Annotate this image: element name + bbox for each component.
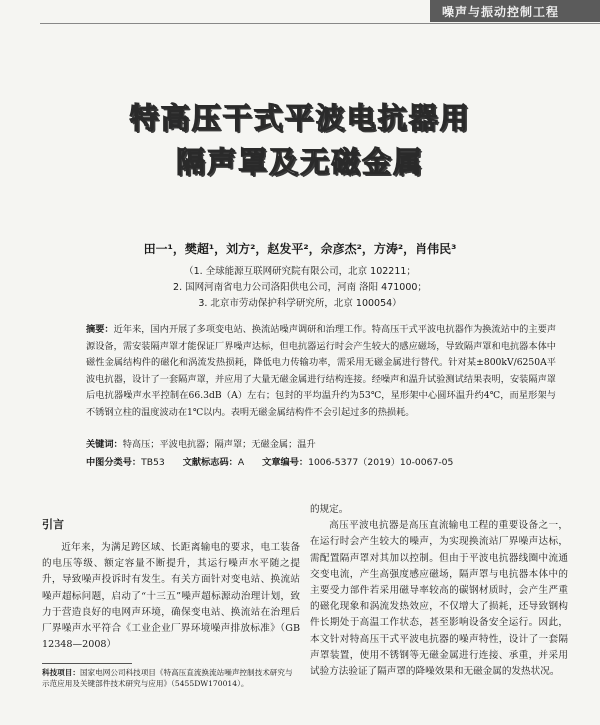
authors: 田一¹，樊超¹，刘方²，赵发平²，佘彦杰²，方涛²，肖伟民³ <box>143 242 457 256</box>
right-paragraph: 高压平波电抗器是高压直流输电工程的重要设备之一，在运行时会产生较大的噪声，为实现换流站厂界噪声达标，需配置隔声罩对其加以控制。但由于平波电抗器线圈中流通交变电流，产生高强度感应磁场，隔声罩与电抗器本体中的主要受力部件若采用磁导率较高的碳钢材质时，会产生严重的磁化现象和涡流发热效应，不仅增大了损耗，还导致钢构件长期处于高温工作状态，甚至影响设备安全运行。因此，本文针对特高压干式平波电抗器的噪声特性，设计了一套隔声罩装置，使用不锈钢等无磁金属进行连接、承重，并采用试验方法验证了隔声罩的降噪效果和无磁金属的发热状况。 <box>310 520 568 678</box>
article-id-label: 文章编号： <box>262 457 309 468</box>
footnote <box>42 667 300 689</box>
keywords-label: 关键词： <box>86 439 123 450</box>
keywords-text: 特高压；平波电抗器；隔声罩；无磁金属；温升 <box>122 439 316 450</box>
right-paragraph-continuation: 的规定。 <box>310 504 349 515</box>
title-line-2: 隔声罩及无磁金属 <box>175 145 424 179</box>
abstract <box>86 322 556 421</box>
abstract-label: 摘要： <box>86 324 114 335</box>
footnote-label: 科技项目： <box>42 668 80 677</box>
footnote-rule <box>42 663 132 664</box>
header-rule <box>40 23 600 24</box>
left-column <box>42 502 300 653</box>
section-header: 噪声与振动控制工程 <box>430 0 600 22</box>
clc-label: 中图分类号： <box>86 457 142 468</box>
affiliation-3: 3. 北京市劳动保护科学研究所，北京 100054） <box>198 298 402 309</box>
intro-heading: 引言 <box>42 518 64 531</box>
doc-code-value: A <box>237 457 245 468</box>
classification-row <box>86 454 556 468</box>
abstract-text: 近年来，国内开展了多项变电站、换流站噪声调研和治理工作。特高压干式平波电抗器作为换流站中的主要声源设备，需安装隔声罩才能保证厂界噪声达标，但电抗器运行时会产生较大的感应磁场，导致隔声罩和电抗器本体中磁性金属结构件的磁化和涡流发热损耗，降低电力传输功率，需采用无磁金属进行替代。针对某±800kV/6250A平波电抗器，设计了一套隔声罩，并应用了大量无磁金属进行结构连接。经噪声和温升试验测试结果表明，安装隔声罩后电抗器噪声水平控制在66.3dB（A）左右；包封的平均温升约为53℃，星形架中心圆环温升约4℃，而星形架与不锈钢立柱的温度波动在1℃以内。表明无磁金属结构件不会引起过多的热损耗。 <box>86 324 557 418</box>
footnote-text: 国家电网公司科技项目《特高压直流换流站噪声控制技术研究与示范应用及关键部件技术研究与应用》（5455DW170014）。 <box>42 668 293 688</box>
affiliation-1: （1. 全球能源互联网研究院有限公司，北京 102211； <box>184 266 416 277</box>
clc-value: TB53 <box>141 457 165 468</box>
keywords <box>86 436 556 450</box>
intro-paragraph: 近年来，为满足跨区域、长距离输电的要求，电工装备的电压等级、额定容量不断提升，其运行噪声水平随之提升，导致噪声投诉时有发生。有关方面针对变电站、换流站噪声超标问题，启动了“十三五”噪声超标源动治理计划，致力于营造良好的电网声环境，确保变电站、换流站在治理后厂界噪声水平符合《工业企业厂界环境噪声排放标准》（GB 12348—2008） <box>42 542 300 651</box>
right-column <box>310 502 568 680</box>
affiliation-2: 2. 国网河南省电力公司洛阳供电公司，河南 洛阳 471000； <box>173 282 427 293</box>
article-id-value: 1006-5377（2019）10-0067-05 <box>308 457 454 468</box>
title-line-1: 特高压干式平波电抗器用 <box>129 101 471 135</box>
doc-code-label: 文献标志码： <box>182 457 238 468</box>
